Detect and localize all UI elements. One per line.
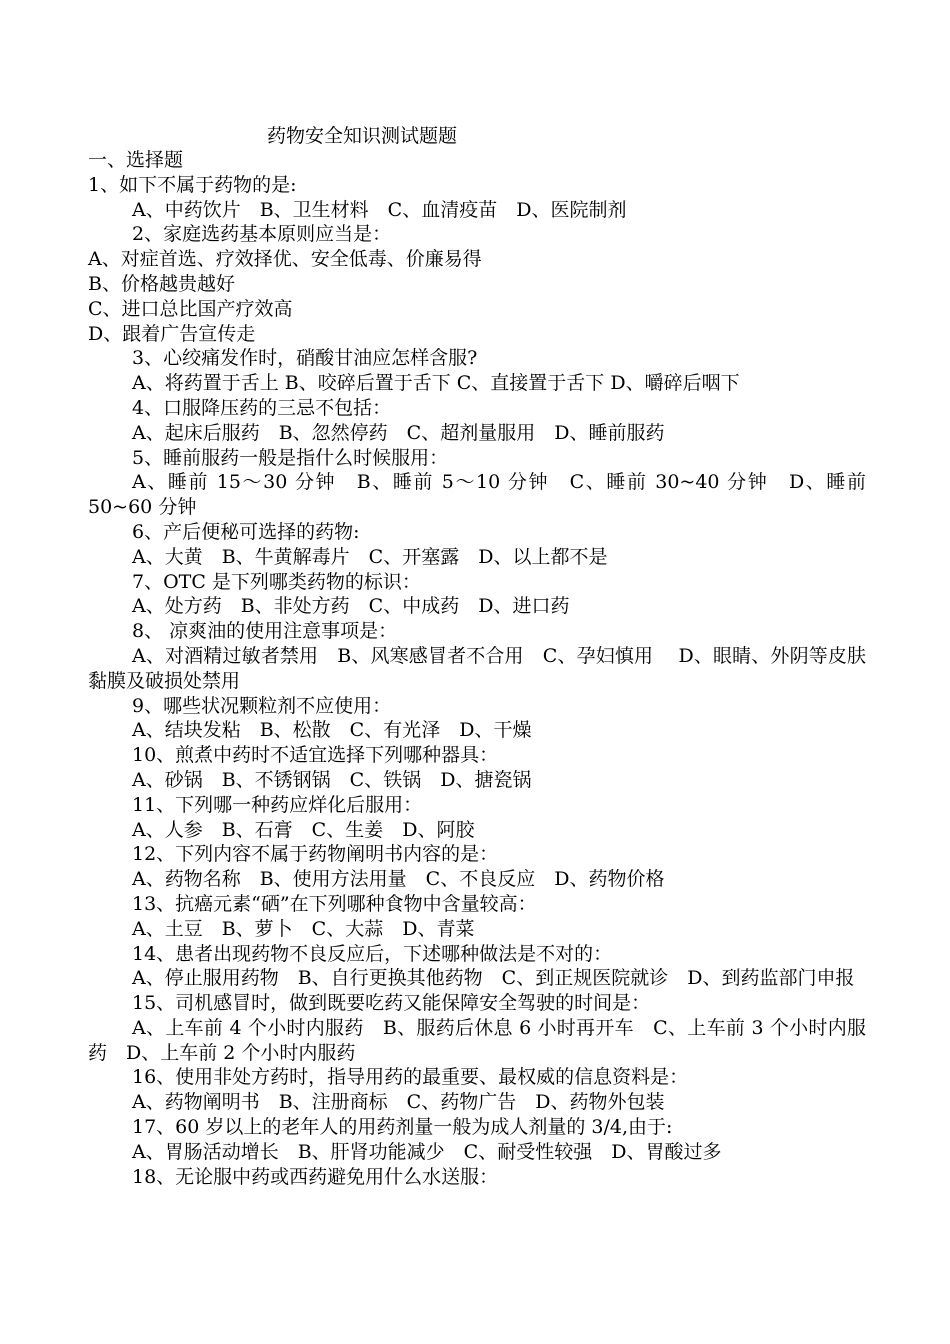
- answer-options-line: A、中药饮片 B、卫生材料 C、血清疫苗 D、医院制剂: [132, 198, 627, 221]
- document-body: [88, 148, 866, 1189]
- answer-options-line: A、起床后服药 B、忽然停药 C、超剂量服用 D、睡前服药: [132, 421, 665, 444]
- answer-options-line: A、药物阐明书 B、注册商标 C、药物广告 D、药物外包装: [132, 1091, 665, 1114]
- answer-options-line: A、胃肠活动增长 B、肝肾功能减少 C、耐受性较强 D、胃酸过多: [132, 1140, 722, 1163]
- answer-options-line: A、结块发粘 B、松散 C、有光泽 D、干燥: [132, 719, 532, 742]
- answer-options-line: A、土豆 B、萝卜 C、大蒜 D、青菜: [132, 917, 475, 940]
- answer-options-line: A、对酒精过敏者禁用 B、风寒感冒者不合用 C、孕妇慎用 D、眼睛、外阴等皮肤黏膜及破损处禁用: [88, 644, 866, 692]
- question-line: 16、使用非处方药时，指导用药的最重要、最权威的信息资料是：: [132, 1066, 689, 1089]
- answer-options-line: A、处方药 B、非处方药 C、中成药 D、进口药: [132, 595, 570, 618]
- question-line: 2、家庭选药基本原则应当是：: [132, 223, 392, 246]
- answer-options-line: A、上车前 4 个小时内服药 B、服药后休息 6 小时再开车 C、上车前 3 个小时内服药 D、上车前 2 个小时内服药: [88, 1016, 866, 1064]
- answer-options-line: A、人参 B、石膏 C、生姜 D、阿胶: [132, 818, 475, 841]
- question-line: 9、哪些状况颗粒剂不应使用：: [132, 694, 392, 717]
- question-line: 10、煎煮中药时不适宜选择下列哪种器具：: [132, 744, 499, 767]
- answer-options-line: A、对症首选、疗效择优、安全低毒、价廉易得: [88, 248, 482, 271]
- question-line: 15、司机感冒时，做到既要吃药又能保障安全驾驶的时间是：: [132, 992, 651, 1015]
- question-line: 17、60 岁以上的老年人的用药剂量一般为成人剂量的 3/4,由于:: [132, 1116, 673, 1139]
- document-title: 药物安全知识测试题题: [267, 125, 458, 147]
- question-line: 11、下列哪一种药应烊化后服用：: [132, 793, 423, 816]
- question-line: 4、口服降压药的三忌不包括：: [132, 396, 392, 419]
- question-line: 13、抗癌元素“硒”在下列哪种食物中含量较高：: [132, 892, 537, 915]
- question-line: 8、 凉爽油的使用注意事项是：: [132, 620, 398, 643]
- section-heading: 一、选择题: [88, 149, 184, 171]
- question-line: C、进口总比国产疗效高: [88, 297, 293, 320]
- question-line: 5、睡前服药一般是指什么时候服用：: [132, 446, 449, 469]
- answer-options-line: A、药物名称 B、使用方法用量 C、不良反应 D、药物价格: [132, 868, 665, 891]
- answer-options-line: A、大黄 B、牛黄解毒片 C、开塞露 D、以上都不是: [132, 545, 608, 568]
- question-list: [88, 173, 866, 1190]
- question-line: 18、无论服中药或西药避免用什么水送服：: [132, 1165, 499, 1188]
- question-line: 6、产后便秘可选择的药物:: [132, 520, 360, 543]
- question-line: 1、如下不属于药物的是:: [88, 173, 297, 196]
- question-line: 14、患者出现药物不良反应后，下述哪种做法是不对的：: [132, 942, 613, 965]
- question-line: 3、心绞痛发作时，硝酸甘油应怎样含服?: [132, 347, 478, 370]
- question-line: D、跟着广告宣传走: [88, 322, 256, 345]
- answer-options-line: A、睡前 15～30 分钟 B、睡前 5～10 分钟 C、睡前 30~40 分钟 D、睡前 50~60 分钟: [88, 471, 866, 519]
- question-line: B、价格越贵越好: [88, 272, 235, 295]
- answer-options-line: A、停止服用药物 B、自行更换其他药物 C、到正规医院就诊 D、到药监部门申报: [132, 967, 855, 990]
- question-line: 12、下列内容不属于药物阐明书内容的是：: [132, 843, 499, 866]
- question-line: 7、OTC 是下列哪类药物的标识：: [132, 570, 421, 593]
- answer-options-line: A、砂锅 B、不锈钢锅 C、铁锅 D、搪瓷锅: [132, 768, 532, 791]
- answer-options-line: A、将药置于舌上 B、咬碎后置于舌下 C、直接置于舌下 D、嚼碎后咽下: [132, 372, 740, 395]
